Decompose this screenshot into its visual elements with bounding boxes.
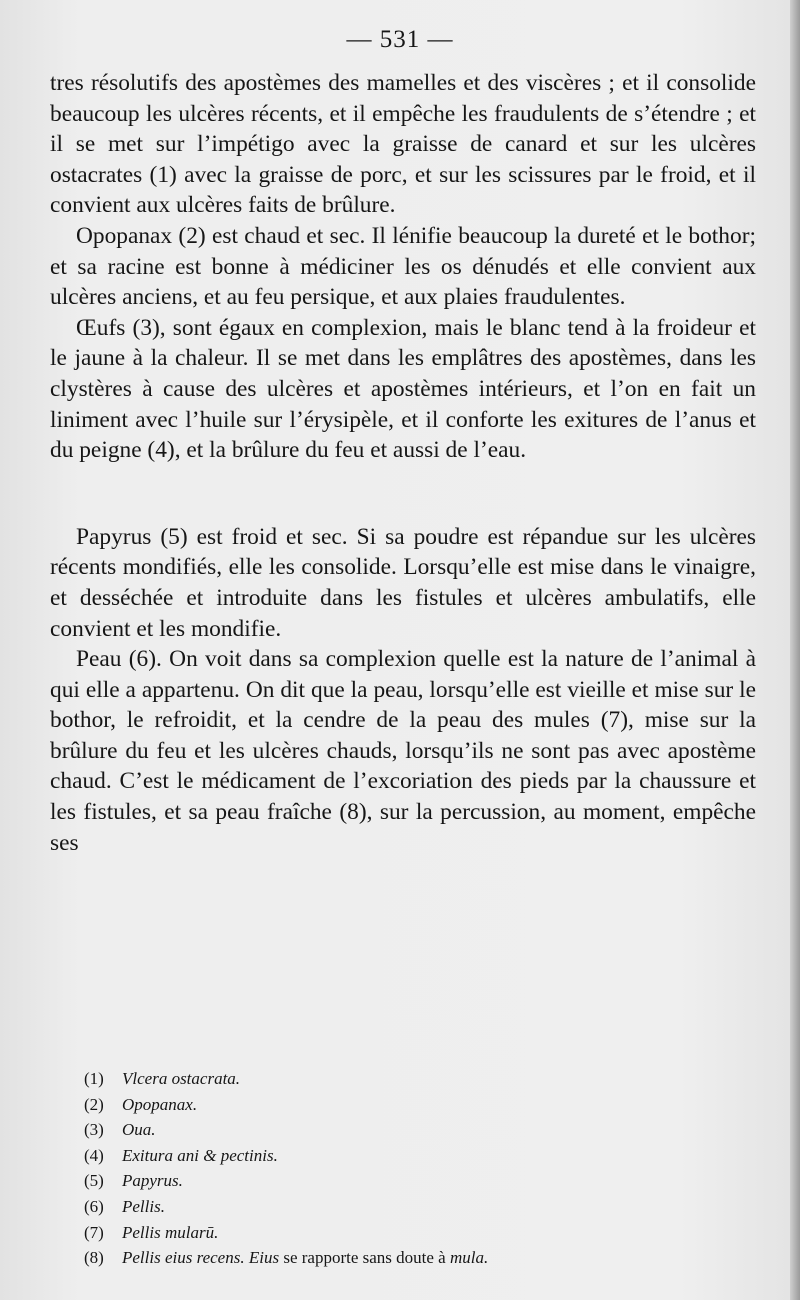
page-number: — 531 —: [346, 26, 454, 53]
paragraph-peau: Peau (6). On voit dans sa complexion quelle est la nature de l’animal à qui elle a appartenu. On dit que la peau, lorsqu’elle est vieille et mise sur le bothor, le refroidit, et la cendre de la peau des mules (7), mise sur la brûlure du feu et les ulcères chauds, lorsqu’ils ne sont pas avec apostème chaud. C’est le médicament de l’excoriation des pieds par la chaussure et les fistules, et sa peau fraîche (8), sur la percussion, au moment, empêche ses: [50, 646, 756, 856]
footnote: (6) Pellis.: [84, 1196, 165, 1216]
footnote: (3) Oua.: [84, 1120, 156, 1140]
paragraph-continuation: tres résolutifs des apostèmes des mamelles et des viscères ; et il consolide beaucoup les ulcères récents, et il empêche les fraudulents de s’étendre ; et il se met sur l’impétigo avec la graisse de canard et sur les ulcères ostacrates (1) avec la graisse de porc, et sur les scissures par le froid, et il convient aux ulcères faits de brûlure.: [50, 70, 756, 219]
paragraph-papyrus: Papyrus (5) est froid et sec. Si sa poudre est répandue sur les ulcères récents mondifiés, elle les consolide. Lorsqu’elle est mise dans le vinaigre, et desséchée et introduite dans les fistules et ulcères ambulatifs, elle convient et les mondifie.: [50, 523, 756, 642]
main-text: [50, 68, 756, 858]
footnote: (2) Opopanax.: [84, 1094, 198, 1114]
footnote: (5) Papyrus.: [84, 1171, 183, 1191]
paragraph-oeufs: Œufs (3), sont égaux en complexion, mais le blanc tend à la froideur et le jaune à la chaleur. Il se met dans les emplâtres des apostèmes, dans les clystères à cause des ulcères et apostèmes intérieurs, et l’on en fait un liniment avec l’huile sur l’érysipèle, et il conforte les exitures de l’anus et du peigne (4), et la brûlure du feu et aussi de l’eau.: [50, 314, 756, 464]
paragraph-opopanax: Opopanax (2) est chaud et sec. Il lénifie beaucoup la dureté et le bothor; et sa racine est bonne à médiciner les os dénudés et elle convient aux ulcères anciens, et au feu persique, et aux plaies fraudulentes.: [50, 222, 756, 311]
footnote: (4) Exitura ani & pectinis.: [84, 1145, 278, 1165]
footnote: (1) Vlcera ostacrata.: [84, 1069, 241, 1088]
footnote: (8) Pellis eius recens. Eius se rapporte sans doute à mula.: [84, 1248, 489, 1268]
footnote: (7) Pellis mularū.: [84, 1222, 219, 1242]
footnotes: [84, 1066, 744, 1271]
page-edge-shadow: [790, 0, 800, 1300]
